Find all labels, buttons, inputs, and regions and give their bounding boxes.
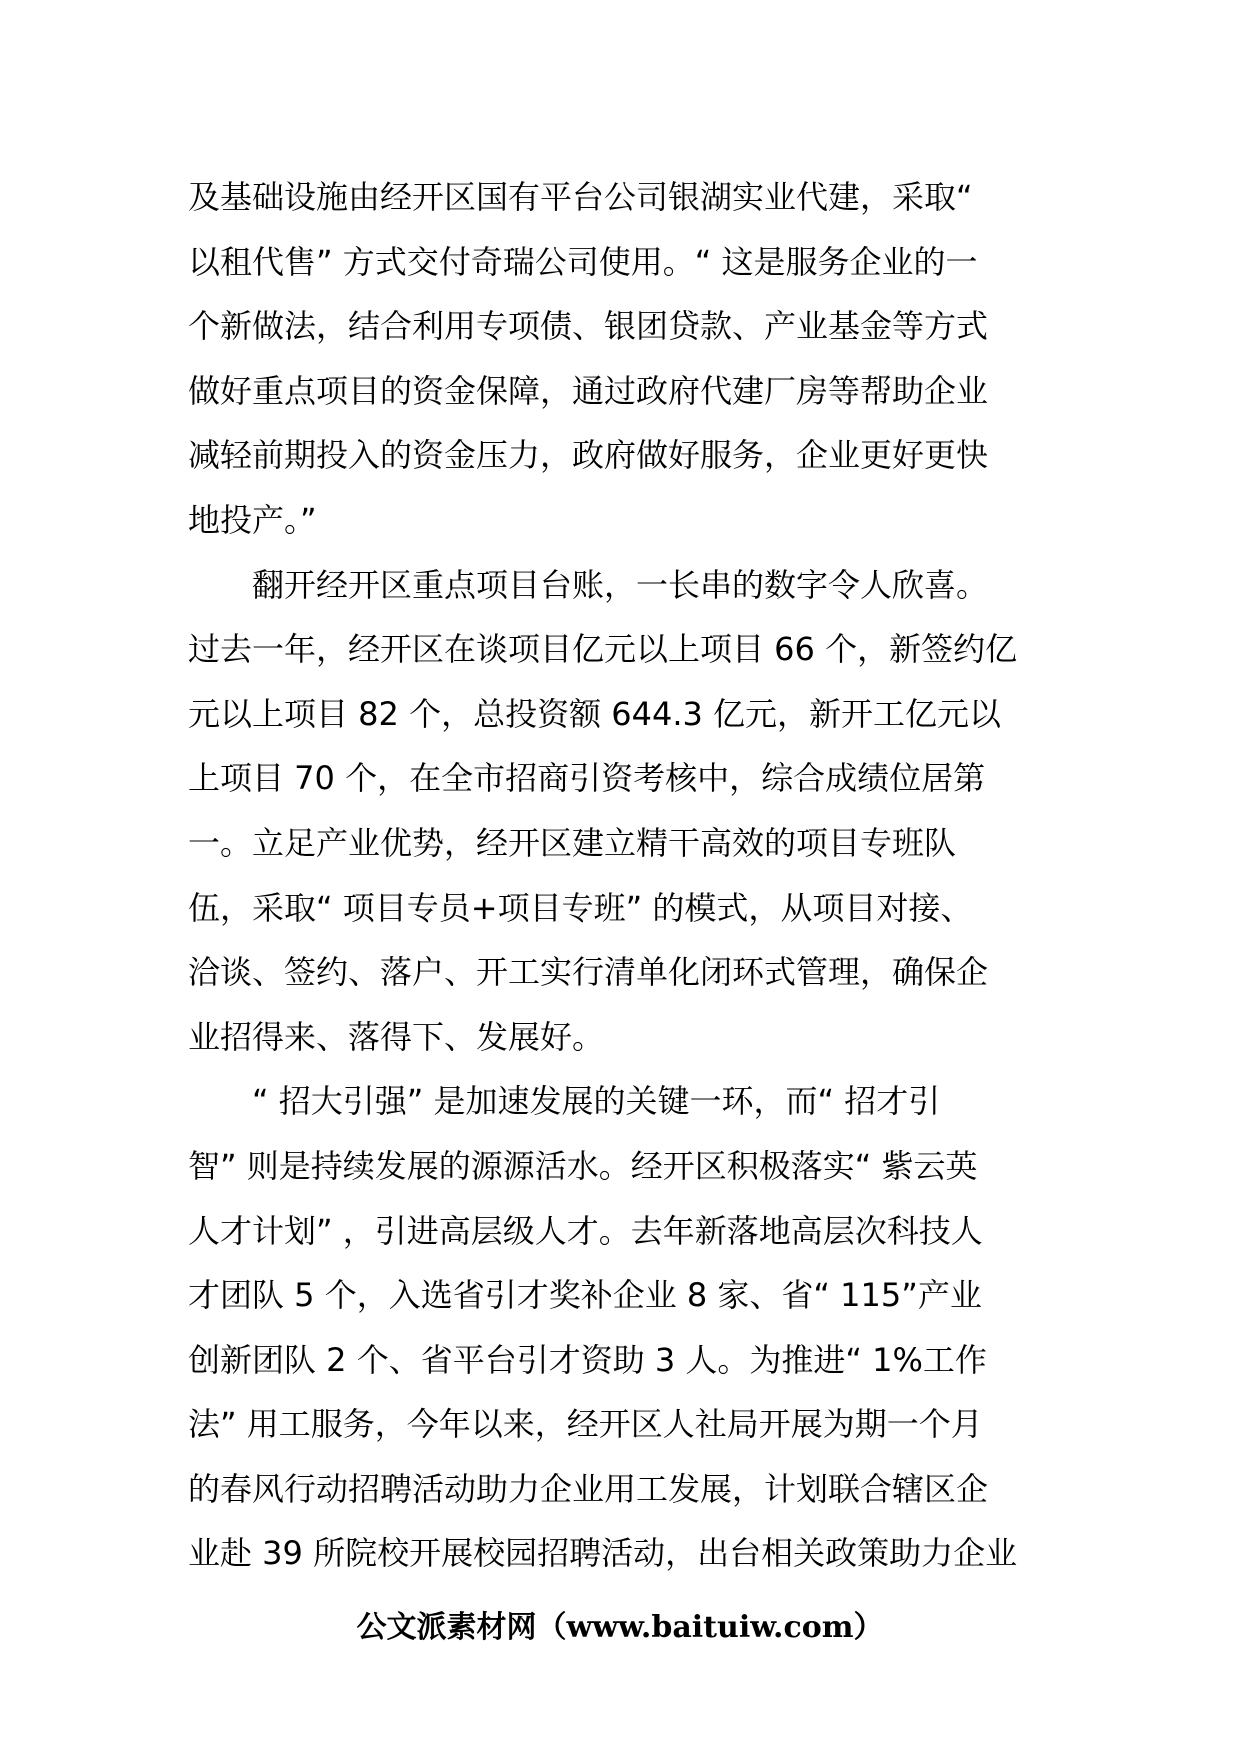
text-line: 伍，采取“ 项目专员+项目专班” 的模式，从项目对接、 (188, 888, 973, 927)
text-line: 减轻前期投入的资金压力，政府做好服务，企业更好更快 (188, 436, 989, 475)
text-line: 及基础设施由经开区国有平台公司银湖实业代建，采取“ (188, 178, 973, 216)
text-line: 一。立足产业优势，经开区建立精干高效的项目专班队 (188, 823, 957, 862)
text-line: 创新团队 2 个、省平台引才资助 3 人。为推进“ 1%工作 (188, 1340, 987, 1379)
paragraph-start-line: 翻开经开区重点项目台账，一长串的数字令人欣喜。 (252, 565, 989, 604)
text-line: 业招得来、落得下、发展好。 (188, 1017, 605, 1056)
text-line: 以租代售” 方式交付奇瑞公司使用。“ 这是服务企业的一 (188, 242, 978, 281)
text-line: 才团队 5 个，入选省引才奖补企业 8 家、省“ 115”产业 (188, 1276, 982, 1315)
text-line: 的春风行动招聘活动助力企业用工发展，计划联合辖区企 (188, 1469, 989, 1508)
page-footer: 公文派素材网（www.baituiw.com） (356, 1610, 884, 1645)
text-line: 业赴 39 所院校开展校园招聘活动，出台相关政策助力企业 (188, 1534, 1018, 1573)
text-line: 洽谈、签约、落户、开工实行清单化闭环式管理，确保企 (188, 953, 989, 992)
text-line: 做好重点项目的资金保障，通过政府代建厂房等帮助企业 (188, 371, 989, 410)
text-line: 智” 则是持续发展的源源活水。经开区积极落实“ 紫云英 (188, 1146, 978, 1185)
text-line: 地投产。” (188, 500, 317, 539)
text-line: 人才计划” ，引进高层级人才。去年新落地高层次科技人 (188, 1211, 983, 1250)
text-line: 过去一年，经开区在谈项目亿元以上项目 66 个，新签约亿 (188, 630, 1018, 669)
text-line: 法” 用工服务，今年以来，经开区人社局开展为期一个月 (188, 1405, 983, 1444)
paragraph-start-line: “ 招大引强” 是加速发展的关键一环，而“ 招才引 (252, 1082, 941, 1121)
text-line: 上项目 70 个，在全市招商引资考核中，综合成绩位居第 (188, 759, 986, 798)
document-body (188, 165, 1058, 1586)
text-line: 个新做法，结合利用专项债、银团贷款、产业基金等方式 (188, 307, 989, 346)
text-line: 元以上项目 82 个，总投资额 644.3 亿元，新开工亿元以 (188, 694, 1002, 733)
